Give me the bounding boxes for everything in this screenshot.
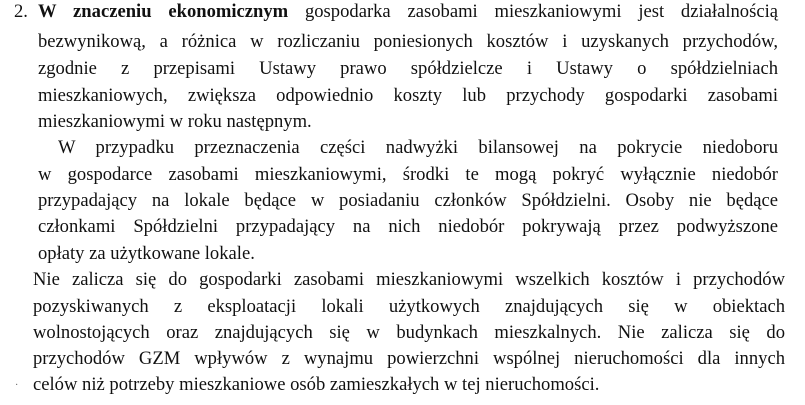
paragraph3-line2: pozyskiwanych z eksploatacji lokali użytkowych znajdujących się w obiektach	[33, 296, 785, 317]
paragraph3-line4: przychodów GZM wpływów z wynajmu powierzchni wspólnej nieruchomości dla innych	[33, 348, 785, 369]
line1-rest: gospodarka zasobami mieszkaniowymi jest działalnością	[288, 1, 778, 22]
paragraph1-line3: zgodnie z przepisami Ustawy prawo spółdzielcze i Ustawy o spółdzielniach	[38, 58, 778, 79]
paragraph3-line3: wolnostojących oraz znajdujących się w budynkach mieszkalnych. Nie zalicza się do	[33, 322, 785, 343]
paragraph1-line2: bezwynikową, a różnica w rozliczaniu poniesionych kosztów i uzyskanych przychodów,	[38, 31, 778, 52]
paragraph3-line5: celów niż potrzeby mieszkaniowe osób zamieszkałych w tej nieruchomości.	[33, 374, 600, 395]
paragraph3-line1: Nie zalicza się do gospodarki zasobami mieszkaniowymi wszelkich kosztów i przychodów	[33, 269, 785, 290]
paragraph1-line4: mieszkaniowych, zwiększa odpowiednio koszty lub przychody gospodarki zasobami	[38, 85, 778, 106]
paragraph2-line1: W przypadku przeznaczenia części nadwyżki bilansowej na pokrycie niedoboru	[58, 137, 778, 158]
paragraph2-line5: opłaty za użytkowane lokale.	[38, 243, 255, 264]
scan-speck: ·	[15, 380, 19, 391]
paragraph1-line1	[38, 2, 778, 22]
paragraph1-line5: mieszkaniowymi w roku następnym.	[38, 111, 312, 132]
bold-lead-phrase: W znaczeniu ekonomicznym	[38, 1, 289, 22]
paragraph2-line3: przypadający na lokale będące w posiadaniu członków Spółdzielni. Osoby nie będące	[38, 190, 778, 211]
paragraph2-line2: w gospodarce zasobami mieszkaniowymi, środki te mogą pokryć wyłącznie niedobór	[38, 164, 778, 185]
paragraph2-line4: członkami Spółdzielni przypadający na nich niedobór pokrywają przez podwyższone	[38, 216, 778, 237]
item-number: 2.	[14, 1, 28, 22]
